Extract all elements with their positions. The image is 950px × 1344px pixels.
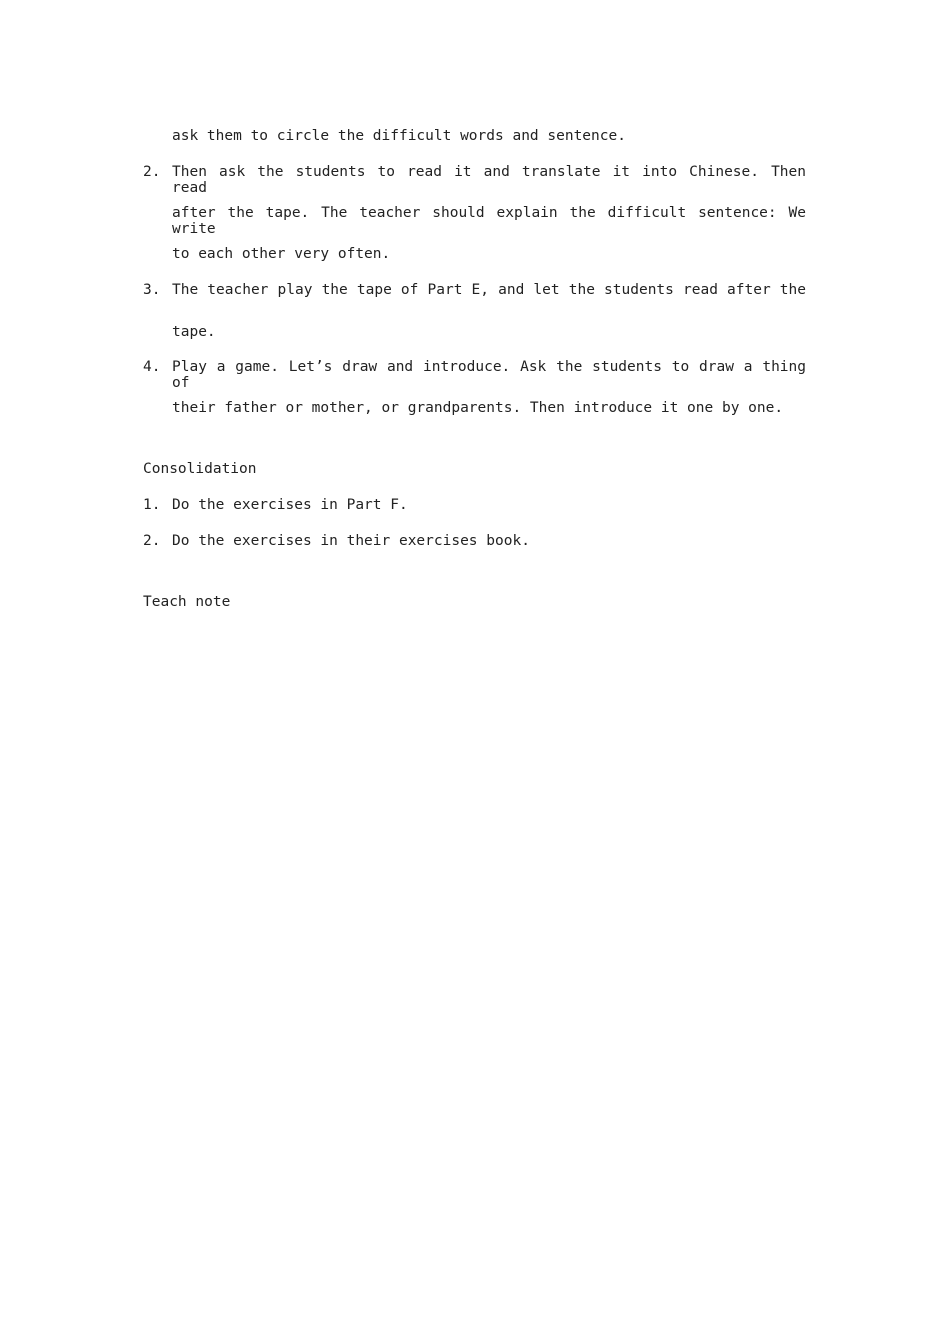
procedure-item-number: 4. bbox=[143, 359, 161, 375]
procedure-item-line: after the tape. The teacher should explain the difficult sentence: We write bbox=[172, 205, 806, 237]
procedure-item-number: 2. bbox=[143, 164, 161, 180]
procedure-item-line: their father or mother, or grandparents. Then introduce it one by one. bbox=[172, 400, 784, 416]
consolidation-item-number: 1. bbox=[143, 497, 161, 513]
procedure-continued-line: ask them to circle the difficult words and sentence. bbox=[172, 128, 626, 144]
procedure-item-line: to each other very often. bbox=[172, 246, 391, 262]
procedure-item-line: Then ask the students to read it and translate it into Chinese. Then read bbox=[172, 164, 806, 196]
teach-note-heading: Teach note bbox=[143, 594, 231, 610]
consolidation-heading: Consolidation bbox=[143, 461, 257, 477]
procedure-item-line: The teacher play the tape of Part E, and let the students read after the bbox=[172, 282, 806, 298]
procedure-item-line: Play a game. Let’s draw and introduce. Ask the students to draw a thing of bbox=[172, 359, 806, 391]
consolidation-item-number: 2. bbox=[143, 533, 161, 549]
consolidation-item-text: Do the exercises in Part F. bbox=[172, 497, 408, 513]
procedure-item-line: tape. bbox=[172, 324, 216, 340]
consolidation-item-text: Do the exercises in their exercises book. bbox=[172, 533, 530, 549]
procedure-item-number: 3. bbox=[143, 282, 161, 298]
